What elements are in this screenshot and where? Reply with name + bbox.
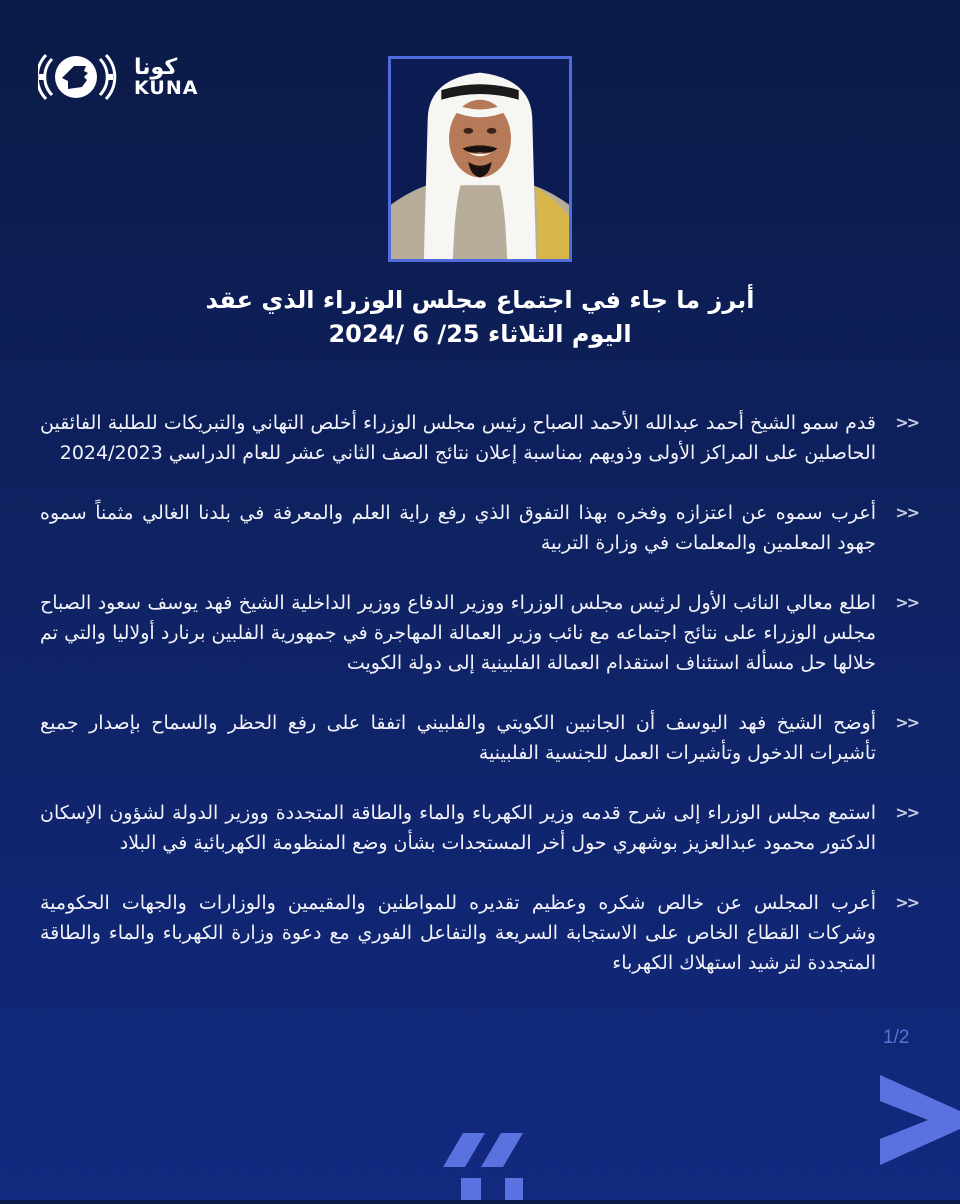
double-chevron-bullet-icon: <<: [895, 713, 918, 732]
next-page-button[interactable]: [880, 1075, 960, 1169]
list-item: [40, 498, 920, 558]
item-text: أعرب المجلس عن خالص شكره وعظيم تقديره للمواطنين والمقيمين والوزارات والجهات الحكومية وشركات القطاع الخاص على الاستجابة السريعة والتفاعل الفوري مع دعوة وزارة الكهرباء والماء والطاقة المتجددة لترشيد استهلاك الكهرباء: [40, 892, 876, 974]
page-indicator: 1/2: [883, 1027, 910, 1048]
double-chevron-bullet-icon: <<: [895, 503, 918, 522]
item-text: أعرب سموه عن اعتزازه وفخره بهذا التفوق الذي رفع راية العلم والمعرفة في بلدنا الغالي مثمناً سموه جهود المعلمين والمعلمات في وزارة التربية: [40, 502, 876, 554]
kuna-logo: [38, 47, 208, 107]
item-text: استمع مجلس الوزراء إلى شرح قدمه وزير الكهرباء والماء والطاقة المتجددة ووزير الدولة لشؤون الإسكان الدكتور محمود عبدالعزيز بوشهري حول أخر المستجدات بشأن وضع المنظومة الكهربائية في البلاد: [40, 802, 876, 854]
brand-name-english: KUNA: [134, 76, 199, 99]
list-item: [40, 408, 920, 468]
quote-mark-icon: [443, 1133, 523, 1204]
double-chevron-bullet-icon: <<: [895, 803, 918, 822]
title-line-2: اليوم الثلاثاء 25/ 6 /2024: [328, 320, 632, 348]
item-text: أوضح الشيخ فهد اليوسف أن الجانبين الكويتي والفلبيني اتفقا على رفع الحظر والسماح بإصدار جميع تأشيرات الدخول وتأشيرات العمل للجنسية الفلبينية: [40, 712, 876, 764]
item-text: اطلع معالي النائب الأول لرئيس مجلس الوزراء ووزير الدفاع ووزير الداخلية الشيخ فهد يوسف سعود الصباح مجلس الوزراء على نتائج اجتماعه مع نائب وزير العمالة المهاجرة في جمهورية الفلبين برنارد أولاليا والتي تم خلالها حل مسألة استئناف استقدام العمالة الفلبينية إلى دولة الكويت: [40, 592, 876, 674]
double-chevron-bullet-icon: <<: [895, 893, 918, 912]
page-title: [0, 283, 960, 351]
double-chevron-bullet-icon: <<: [895, 593, 918, 612]
brand-name-arabic: كونا: [134, 54, 178, 80]
highlights-list: [40, 408, 920, 1008]
portrait-photo: [388, 56, 572, 262]
chevron-right-icon: [880, 1075, 960, 1165]
list-item: [40, 888, 920, 978]
double-chevron-bullet-icon: <<: [895, 413, 918, 432]
title-line-1: أبرز ما جاء في اجتماع مجلس الوزراء الذي عقد: [205, 286, 755, 314]
list-item: [40, 798, 920, 858]
item-text: قدم سمو الشيخ أحمد عبدالله الأحمد الصباح رئيس مجلس الوزراء أخلص التهاني والتبريكات للطلبة الفائقين الحاصلين على المراكز الأولى وذويهم بمناسبة إعلان نتائج الصف الثاني عشر للعام الدراسي 2024/2023: [40, 412, 876, 464]
list-item: [40, 708, 920, 768]
list-item: [40, 588, 920, 678]
kuna-radio-globe-icon: [38, 47, 128, 107]
